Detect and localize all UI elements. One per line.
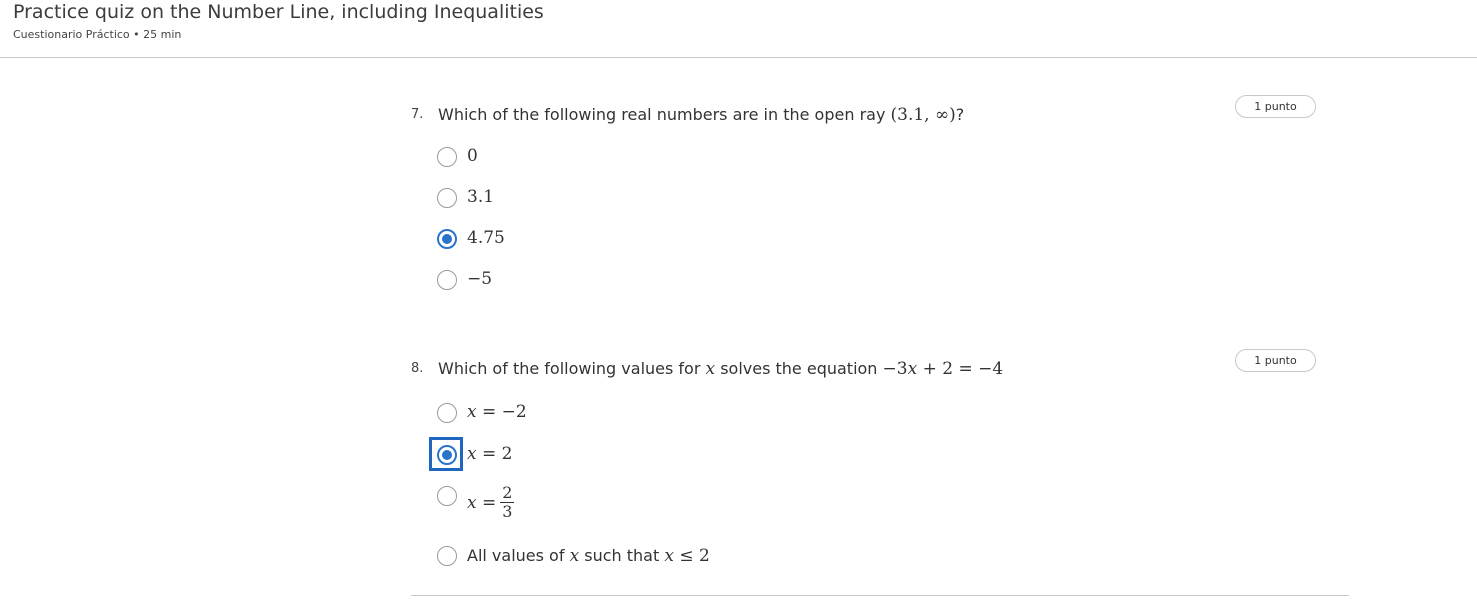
radio-button[interactable] [437,546,457,566]
points-badge: 1 punto [1235,95,1316,118]
question-number: 7. [411,107,424,122]
option-label: x = −2 [467,402,527,422]
page-subtitle: Cuestionario Práctico • 25 min [13,28,182,41]
radio-button[interactable] [437,270,457,290]
math-expression: −3x + 2 = −4 [882,359,1004,379]
option-label: x = $\frac{2}{3}$ [467,483,513,521]
question-number: 8. [411,361,424,376]
radio-button[interactable] [437,188,457,208]
fraction: $\frac{2}{3}$ [502,483,513,521]
radio-button-selected[interactable] [437,229,457,249]
page-title: Practice quiz on the Number Line, including Inequalities [13,1,544,23]
radio-button[interactable] [437,403,457,423]
radio-button[interactable] [437,486,457,506]
option-label: −5 [467,269,493,289]
math-expression: (3.1, ∞) [890,105,956,125]
points-badge: 1 punto [1235,349,1316,372]
option-label: All values of x such that x ≤ 2 [467,546,710,566]
radio-button-selected[interactable] [437,445,457,465]
option-label: 0 [467,146,478,166]
quiz-header [0,0,1477,58]
option-label: 4.75 [467,228,505,248]
question-text: Which of the following values for x solves the equation −3x + 2 = −4 [438,359,1004,379]
option-label: x = 2 [467,444,513,464]
question-text: Which of the following real numbers are in the open ray (3.1, ∞)? [438,105,965,125]
option-label: 3.1 [467,187,495,207]
radio-button[interactable] [437,147,457,167]
divider [411,595,1349,596]
